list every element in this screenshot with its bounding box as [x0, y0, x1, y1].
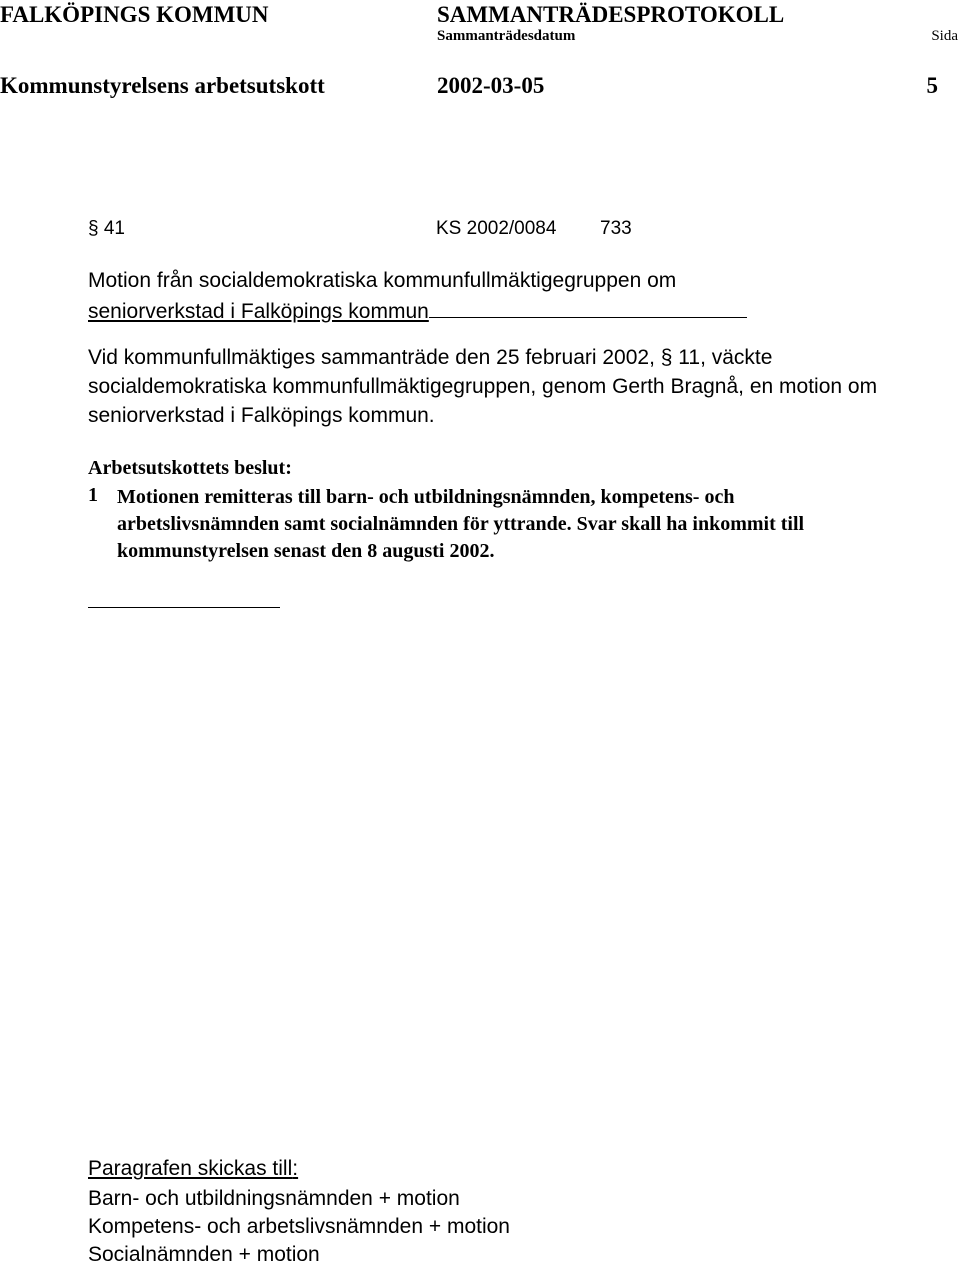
- list-item: Kompetens- och arbetslivsnämnden + motion: [88, 1215, 510, 1238]
- paragraph-number: § 41: [88, 218, 125, 239]
- list-item: Socialnämnden + motion: [88, 1243, 320, 1266]
- page-label: Sida: [931, 28, 958, 44]
- case-body: Vid kommunfullmäktiges sammanträde den 25 februari 2002, § 11, väckte socialdemokratiska kommunfullmäktigegruppen, genom Gerth Bragnå, en motion om seniorverkstad i Falköpings kommun.: [88, 346, 878, 427]
- archive-code: 733: [600, 218, 632, 239]
- distribution-heading-colon: :: [292, 1157, 299, 1180]
- end-divider: [88, 607, 280, 608]
- case-title: [88, 266, 808, 326]
- case-number: KS 2002/0084: [436, 218, 557, 239]
- organization-name: FALKÖPINGS KOMMUN: [0, 2, 269, 27]
- distribution-heading: [88, 1157, 298, 1181]
- committee-name: Kommunstyrelsens arbetsutskott: [0, 73, 325, 98]
- meeting-date: 2002-03-05: [437, 73, 545, 98]
- decision-heading: Arbetsutskottets beslut:: [88, 457, 292, 479]
- distribution-heading-text: Paragrafen skickas till: [88, 1157, 293, 1180]
- decision-item-number: 1: [88, 484, 98, 506]
- page-number: 5: [926, 73, 938, 98]
- date-label: Sammanträdesdatum: [437, 28, 576, 44]
- case-title-line1: Motion från socialdemokratiska kommunfullmäktigegruppen om: [88, 269, 677, 292]
- title-underline: [429, 295, 747, 318]
- case-title-line2: seniorverkstad i Falköpings kommun: [88, 300, 429, 323]
- decision-item-text: Motionen remitteras till barn- och utbildningsnämnden, kompetens- och arbetslivsnämnden samt socialnämnden för yttrande. Svar skall ha inkommit till kommunstyrelsen senast den 8 augusti 2002.: [117, 486, 805, 562]
- distribution-list: [88, 1185, 510, 1269]
- list-item: Barn- och utbildningsnämnden + motion: [88, 1187, 460, 1210]
- document-type: SAMMANTRÄDESPROTOKOLL: [437, 2, 785, 27]
